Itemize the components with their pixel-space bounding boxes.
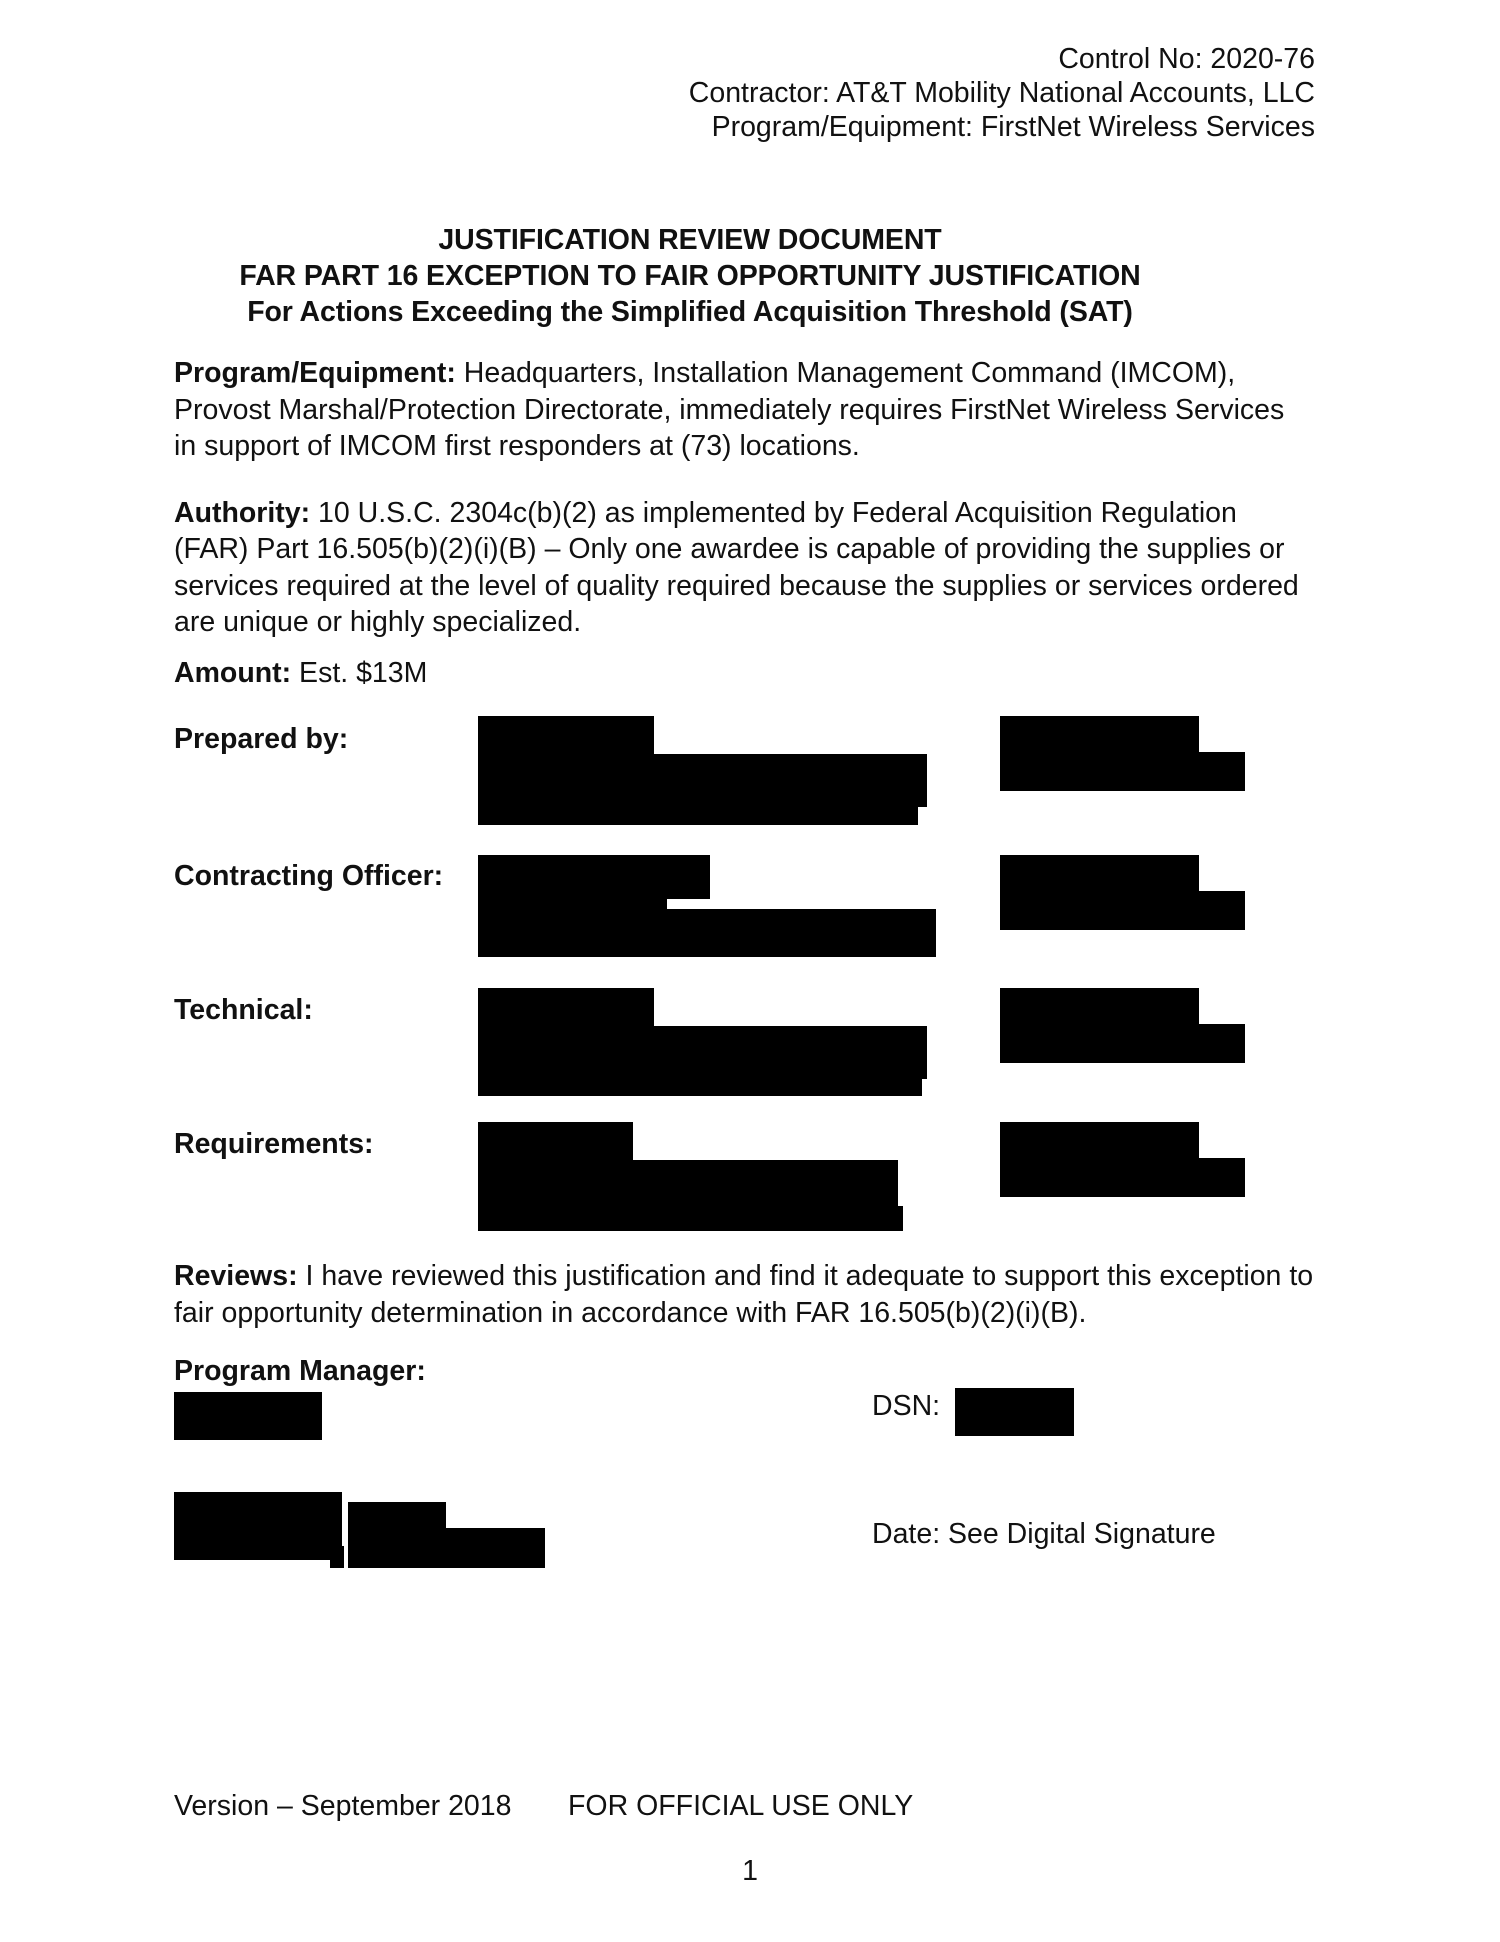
reviews-paragraph <box>174 1258 1334 1331</box>
document-title <box>140 222 1240 330</box>
amount-paragraph <box>174 655 427 692</box>
signature-label-contracting-officer: Contracting Officer: <box>174 860 444 892</box>
reviews-text: I have reviewed this justification and find it adequate to support this exception to fair opportunity determination in accordance with FAR 16.505(b)(2)(i)(B). <box>174 1260 1314 1329</box>
footer-distribution-statement: FOR OFFICIAL USE ONLY <box>568 1790 914 1822</box>
redaction-bar-technical-org <box>478 1072 922 1096</box>
signature-label-prepared-by: Prepared by: <box>174 723 349 755</box>
signature-label-technical: Technical: <box>174 994 313 1026</box>
dsn-label: DSN: <box>872 1390 941 1422</box>
title-line-1: JUSTIFICATION REVIEW DOCUMENT <box>438 224 942 256</box>
header-program-equipment: Program/Equipment: FirstNet Wireless Services <box>711 111 1315 143</box>
reviews-label: Reviews: <box>174 1260 298 1292</box>
redaction-bar-signature-notch <box>330 1546 344 1568</box>
redaction-bar-dsn-number <box>955 1388 1074 1436</box>
redaction-bar-contracting-officer-date-bottom <box>1000 891 1245 930</box>
program-equipment-text: Headquarters, Installation Management Command (IMCOM), Provost Marshal/Protection Directorate, immediately requires FirstNet Wireless Services in support of IMCOM first responders at (73) locations. <box>174 357 1285 462</box>
document-header <box>0 42 1315 144</box>
authority-paragraph <box>174 495 1309 641</box>
header-contractor: Contractor: AT&T Mobility National Accounts, LLC <box>688 77 1315 109</box>
authority-text: 10 U.S.C. 2304c(b)(2) as implemented by Federal Acquisition Regulation (FAR) Part 16.505(b)(2)(i)(B) – Only one awardee is capable of providing the supplies or services required at the level of quality required because the supplies or services ordered are unique or highly specialized. <box>174 496 1299 638</box>
program-manager-label: Program Manager: <box>174 1355 426 1387</box>
header-control-no: Control No: 2020-76 <box>1058 43 1315 75</box>
redaction-bar-requirements-org <box>478 1206 903 1231</box>
redaction-bar-requirements-date-bottom <box>1000 1158 1245 1197</box>
program-equipment-paragraph <box>174 355 1309 465</box>
date-line: Date: See Digital Signature <box>872 1518 1216 1550</box>
redaction-bar-signature-left <box>174 1492 342 1560</box>
redaction-bar-prepared-by-org <box>478 800 918 825</box>
authority-label: Authority: <box>174 496 311 529</box>
signature-label-requirements: Requirements: <box>174 1128 374 1160</box>
amount-label: Amount: <box>174 657 292 689</box>
redaction-bar-technical-date-bottom <box>1000 1024 1245 1063</box>
redaction-bar-prepared-by-date-bottom <box>1000 752 1245 791</box>
amount-value: Est. $13M <box>291 657 428 689</box>
redaction-bar-program-manager-name <box>174 1392 322 1440</box>
footer-version: Version – September 2018 <box>174 1790 512 1822</box>
document-body <box>174 355 1309 671</box>
program-equipment-label: Program/Equipment: <box>174 357 456 389</box>
title-line-2: FAR PART 16 EXCEPTION TO FAIR OPPORTUNITY JUSTIFICATION <box>239 260 1141 292</box>
page-number: 1 <box>742 1855 758 1887</box>
redaction-bar-signature-right <box>348 1528 545 1568</box>
redaction-bar-contracting-officer-org <box>478 909 936 957</box>
title-line-3: For Actions Exceeding the Simplified Acquisition Threshold (SAT) <box>247 296 1133 328</box>
